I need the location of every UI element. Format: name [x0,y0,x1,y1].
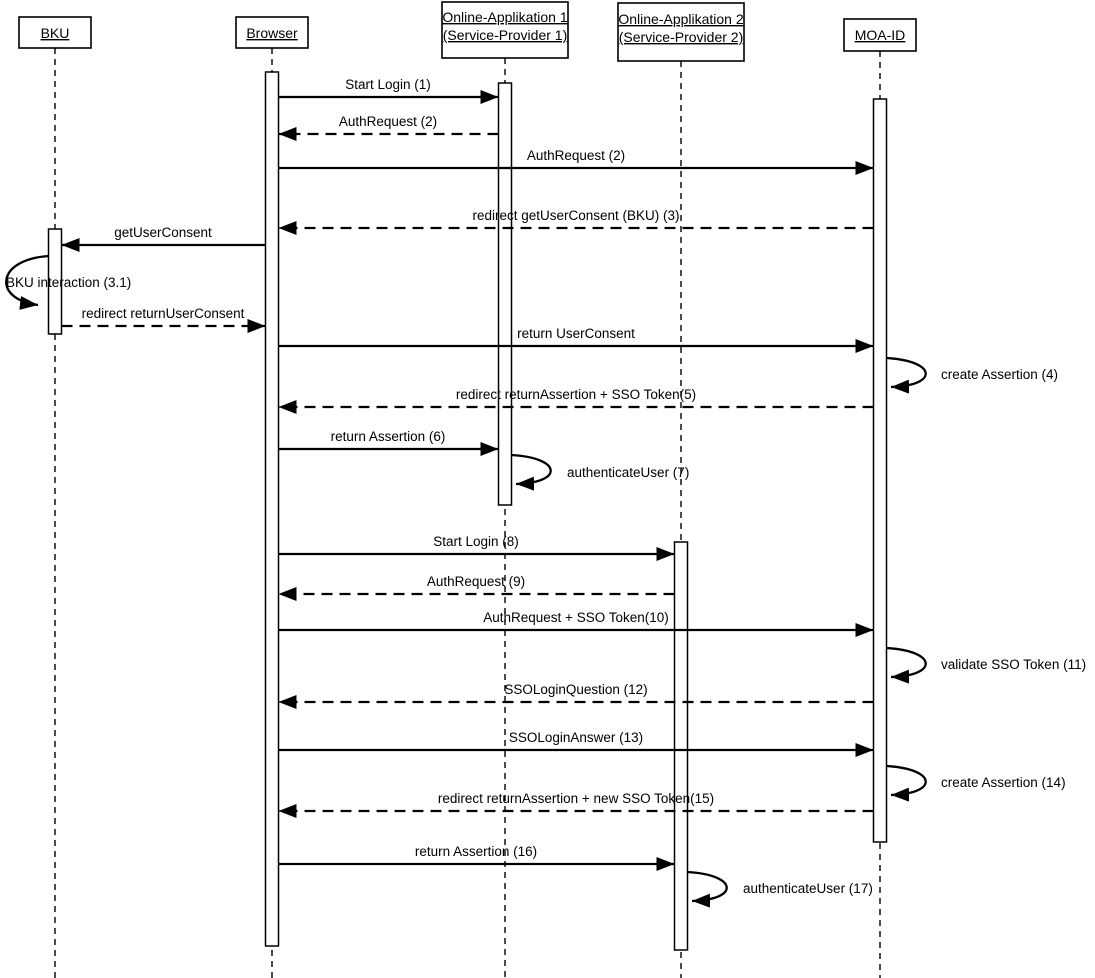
message-label: create Assertion (4) [941,367,1059,382]
activation-bar-browser [266,72,279,946]
actor-bku [19,17,91,48]
self-message-arc [887,358,926,387]
message-authrequest-9 [279,574,675,594]
actor-online-applikation-1 [442,2,568,58]
message-return-assertion-16 [279,844,675,864]
message-redirect-getuserconsent-3 [279,208,874,228]
actor-label-bku: BKU [40,25,70,41]
message-return-assertion-6 [279,429,499,449]
message-getuserconsent [62,225,266,245]
actor-online-applikation-2 [618,3,744,61]
activation-bar-online-applikation-1 [499,83,512,505]
message-authenticateuser-7 [512,455,690,484]
actor-browser [236,17,308,48]
actor-label-browser: Browser [246,25,298,41]
message-validate-sso-token-11 [887,648,1087,677]
message-label: getUserConsent [114,225,212,240]
message-label: return Assertion (16) [414,844,538,859]
message-create-assertion-14 [887,766,1066,795]
actor-sublabel-online-applikation-2: (Service-Provider 2) [618,29,744,45]
self-message-arc [887,766,926,795]
message-label: Start Login (8) [433,534,519,549]
message-label: authenticateUser (17) [743,881,873,896]
message-redirect-returnassertion-sso-token-5 [279,387,874,407]
self-message-arc [887,648,926,677]
actor-label-moa-id: MOA-ID [854,27,906,43]
message-ssologinquestion-12 [279,682,874,702]
message-label: SSOLoginQuestion (12) [504,682,648,697]
message-redirect-returnassertion-new-sso-token-15 [279,791,874,811]
message-label: AuthRequest (2) [526,148,626,163]
message-label: validate SSO Token (11) [941,657,1087,672]
message-label: create Assertion (14) [941,775,1066,790]
message-label: redirect returnUserConsent [81,306,245,321]
message-authrequest-2-forward [279,148,874,168]
self-message-arc [688,872,727,901]
message-start-login-8 [279,534,675,554]
message-label: return Assertion (6) [330,429,446,444]
message-label: AuthRequest (2) [338,114,438,129]
message-label: SSOLoginAnswer (13) [508,730,644,745]
message-label: redirect returnAssertion + SSO Token(5) [455,387,697,402]
message-authrequest-sso-token-10 [279,610,874,630]
actor-sublabel-online-applikation-1: (Service-Provider 1) [442,27,568,43]
self-message-arc [512,455,551,484]
message-label: authenticateUser (7) [567,465,690,480]
message-label: AuthRequest (9) [426,574,526,589]
message-authrequest-2-return [279,114,499,134]
activation-bar-online-applikation-2 [675,542,688,950]
message-label: return UserConsent [517,326,635,341]
message-return-userconsent [279,326,874,346]
message-authenticateuser-17 [688,872,873,901]
actor-label-online-applikation-2: Online-Applikation 2 [618,11,744,27]
actor-moa-id [844,19,916,51]
message-create-assertion-4 [887,358,1059,387]
message-bku-interaction-3-1 [6,256,131,305]
message-ssologinanswer-13 [279,730,874,750]
message-label: redirect getUserConsent (BKU) (3) [472,208,680,223]
message-label: redirect returnAssertion + new SSO Token(15) [437,791,715,806]
message-start-login-1 [279,77,499,97]
actor-label-online-applikation-1: Online-Applikation 1 [442,9,568,25]
message-label: AuthRequest + SSO Token(10) [483,610,669,625]
message-redirect-returnuserconsent [62,306,266,326]
message-label: Start Login (1) [345,77,431,92]
activation-bar-moa-id [874,99,887,842]
message-label: BKU interaction (3.1) [6,275,132,290]
